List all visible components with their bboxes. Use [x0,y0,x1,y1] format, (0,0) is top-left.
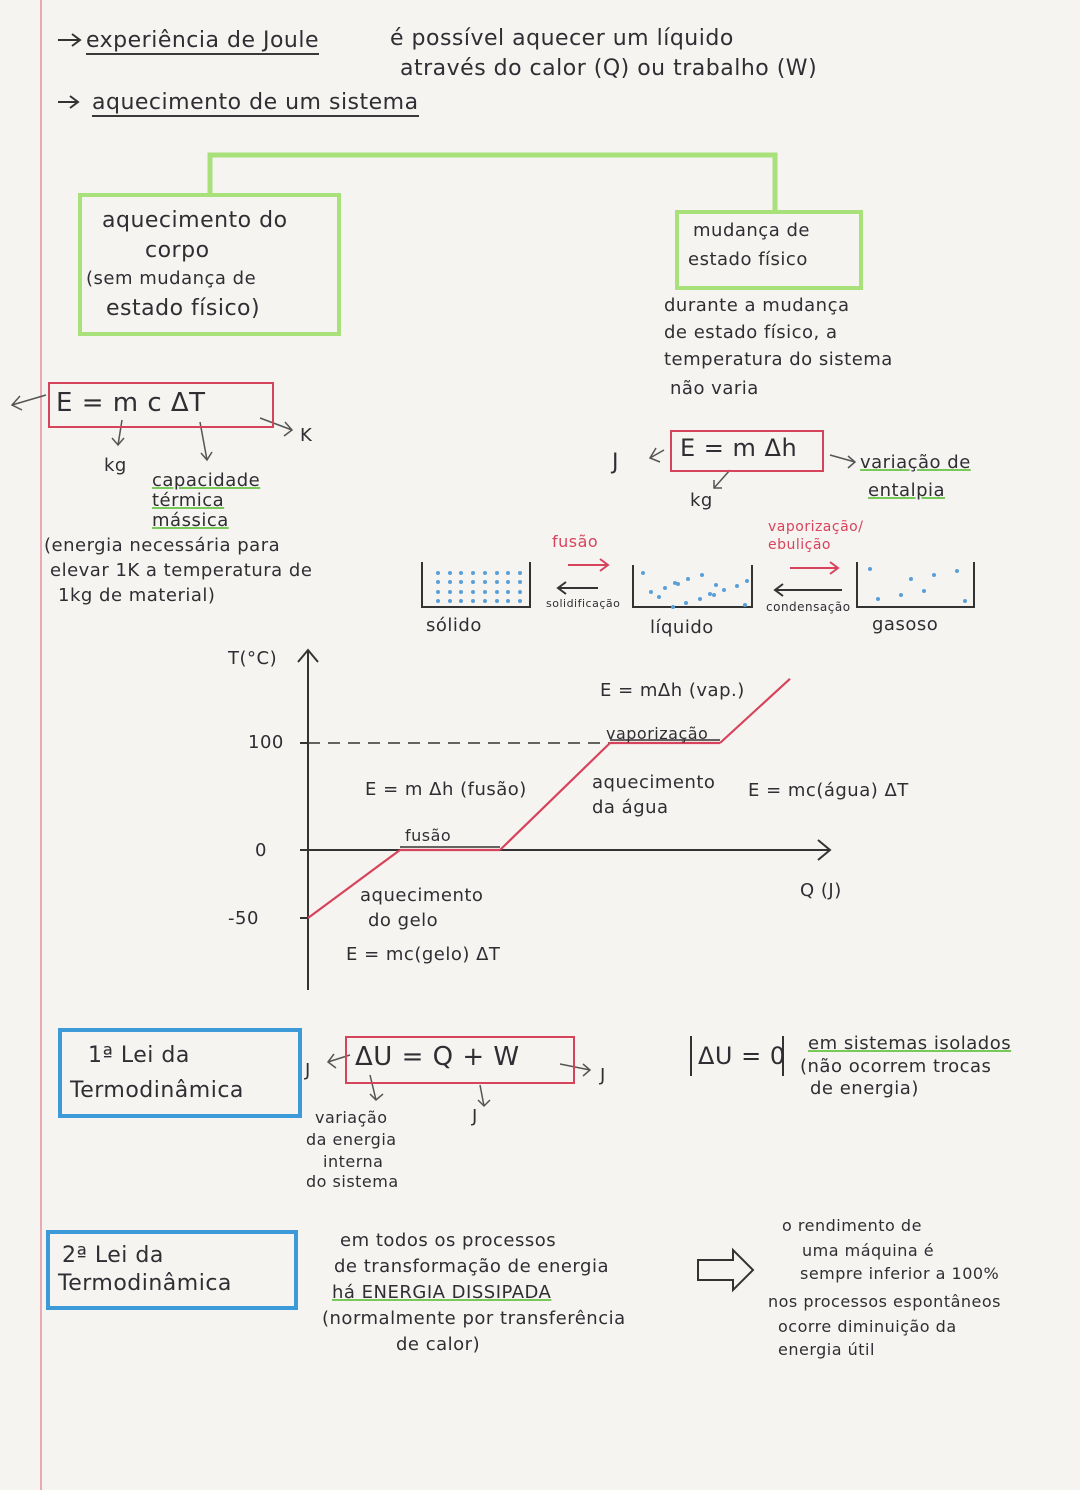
state-change-note3: temperatura do sistema [664,349,893,370]
particle-dot [495,599,499,603]
state-change-note4: não varia [670,378,759,399]
capacity-note-line3: 1kg de material) [58,585,216,606]
particle-dot [506,571,510,575]
body-heating-line2: corpo [145,238,210,263]
particle-dot [495,590,499,594]
particle-dot [657,595,661,599]
particle-dot [518,580,522,584]
efficiency-line1: o rendimento de [782,1216,922,1235]
first-law-line2: Termodinâmica [70,1078,244,1103]
second-law-line1: 2ª Lei da [62,1243,164,1268]
state-change-line1: mudança de [693,220,810,241]
chart-x-label: Q (J) [800,880,842,901]
curve-segment [308,850,400,918]
chart-tick-0: 0 [255,840,267,861]
dissipated-line2: de transformação de energia [334,1256,609,1277]
enthalpy-var-line1: variação de [860,452,971,473]
particle-dot [459,580,463,584]
second-law-line2: Termodinâmica [58,1271,232,1296]
unit-kg-right: kg [690,490,713,511]
particle-dot [459,590,463,594]
unit-kelvin: K [300,425,313,446]
body-heating-line3: (sem mudança de [86,268,257,289]
first-law-unit-left: J [305,1060,311,1081]
particle-dot [922,589,926,593]
gas-particles [862,562,970,606]
particle-dot [436,580,440,584]
particle-dot [700,573,704,577]
particle-dot [641,571,645,575]
particle-dot [436,571,440,575]
fusion-annotation: fusão [405,826,452,845]
internal-energy-line2: da energia [306,1130,397,1149]
particle-dot [743,603,747,607]
vaporization-label: vaporização/ ebulição [768,519,864,553]
particle-dot [448,571,452,575]
joule-text-2: através do calor (Q) ou trabalho (W) [400,56,818,81]
particle-dot [676,582,680,586]
spontaneous-line3: energia útil [778,1340,875,1359]
water-heating-line1: aquecimento [592,772,716,793]
body-heating-line4: estado físico) [106,296,261,321]
internal-energy-line1: variação [315,1108,388,1127]
liquid-particles [640,572,746,604]
ice-heating-line1: aquecimento [360,885,484,906]
vaporization-formula: E = mΔh (vap.) [600,680,745,701]
solidification-label: solidificação [546,597,621,610]
particle-dot [649,590,653,594]
unit-joule-right: J [612,450,619,475]
particle-dot [506,599,510,603]
ice-heating-formula: E = mc(gelo) ΔT [346,944,501,965]
particle-dot [495,580,499,584]
particle-dot [876,597,880,601]
chart-y-label: T(°C) [228,648,278,669]
particle-dot [932,573,936,577]
particle-dot [506,590,510,594]
particle-dot [495,571,499,575]
particle-dot [448,580,452,584]
state-gas-label: gasoso [872,614,939,635]
chart-tick-100: 100 [248,732,284,753]
system-heating-label: aquecimento de um sistema [92,90,419,115]
spontaneous-line2: ocorre diminuição da [778,1317,957,1336]
particle-dot [735,584,739,588]
capacity-line1: capacidade [152,470,261,491]
capacity-line3: mássica [152,510,229,531]
vaporization-annotation: vaporização [606,724,709,743]
particle-dot [483,571,487,575]
first-law-formula: ΔU = Q + W [355,1042,520,1072]
particle-dot [471,599,475,603]
particle-dot [955,569,959,573]
dissipated-line3: há ENERGIA DISSIPADA [332,1282,552,1303]
particle-dot [459,599,463,603]
particle-dot [698,597,702,601]
second-law-box [46,1230,298,1310]
particle-dot [436,599,440,603]
joule-text-1: é possível aquecer um líquido [390,26,734,51]
particle-dot [712,593,716,597]
particle-dot [518,571,522,575]
chart-tick-minus50: -50 [228,908,259,929]
efficiency-line2: uma máquina é [802,1241,935,1260]
particle-dot [471,590,475,594]
particle-dot [471,580,475,584]
dissipated-line1: em todos os processos [340,1230,557,1251]
body-heating-line1: aquecimento do [102,208,288,233]
particle-dot [714,583,718,587]
particle-dot [722,588,726,592]
internal-energy-line4: do sistema [306,1172,399,1191]
capacity-note-line2: elevar 1K a temperatura de [50,560,313,581]
particle-dot [483,580,487,584]
spontaneous-line1: nos processos espontâneos [768,1292,1001,1311]
water-heating-line2: da água [592,797,669,818]
particle-dot [483,590,487,594]
particle-dot [471,571,475,575]
dissipated-line5: de calor) [396,1334,481,1355]
isolated-note-line2: (não ocorrem trocas [800,1056,992,1077]
particle-dot [459,571,463,575]
particle-dot [963,599,967,603]
state-change-line2: estado físico [688,249,808,270]
particle-dot [483,599,487,603]
first-law-box [58,1028,302,1118]
particle-dot [518,590,522,594]
particle-dot [909,577,913,581]
state-change-note2: de estado físico, a [664,322,838,343]
particle-dot [899,593,903,597]
particle-dot [448,590,452,594]
dissipated-line4: (normalmente por transferência [322,1308,626,1329]
capacity-note-line1: (energia necessária para [44,535,281,556]
enthalpy-formula: E = m Δh [680,434,798,462]
enthalpy-var-line2: entalpia [868,480,946,501]
heat-formula: E = m c ΔT [56,388,206,418]
state-solid-label: sólido [426,615,482,636]
condensation-label: condensação [766,600,851,614]
fusion-formula: E = m Δh (fusão) [365,779,527,800]
joule-experiment-label: experiência de Joule [86,28,320,53]
particle-dot [436,590,440,594]
water-heating-formula: E = mc(água) ΔT [748,780,909,801]
isolated-formula: ΔU = 0 [698,1042,786,1070]
particle-dot [671,605,675,609]
first-law-unit-w: J [472,1106,478,1127]
internal-energy-line3: interna [323,1152,384,1171]
first-law-unit-right: J [600,1065,606,1086]
particle-dot [448,599,452,603]
particle-dot [684,601,688,605]
state-change-note1: durante a mudança [664,295,850,316]
particle-dot [663,586,667,590]
efficiency-line3: sempre inferior a 100% [800,1264,1000,1283]
unit-kg-left: kg [104,455,127,476]
first-law-line1: 1ª Lei da [88,1043,190,1068]
isolated-note-line3: de energia) [810,1078,919,1099]
particle-dot [868,567,872,571]
isolated-note-line1: em sistemas isolados [808,1033,1012,1054]
ice-heating-line2: do gelo [368,910,439,931]
fusion-label: fusão [552,532,599,551]
state-liquid-label: líquido [650,617,714,638]
solid-particles [430,566,524,604]
particle-dot [518,599,522,603]
particle-dot [506,580,510,584]
particle-dot [686,577,690,581]
capacity-line2: térmica [152,490,225,511]
